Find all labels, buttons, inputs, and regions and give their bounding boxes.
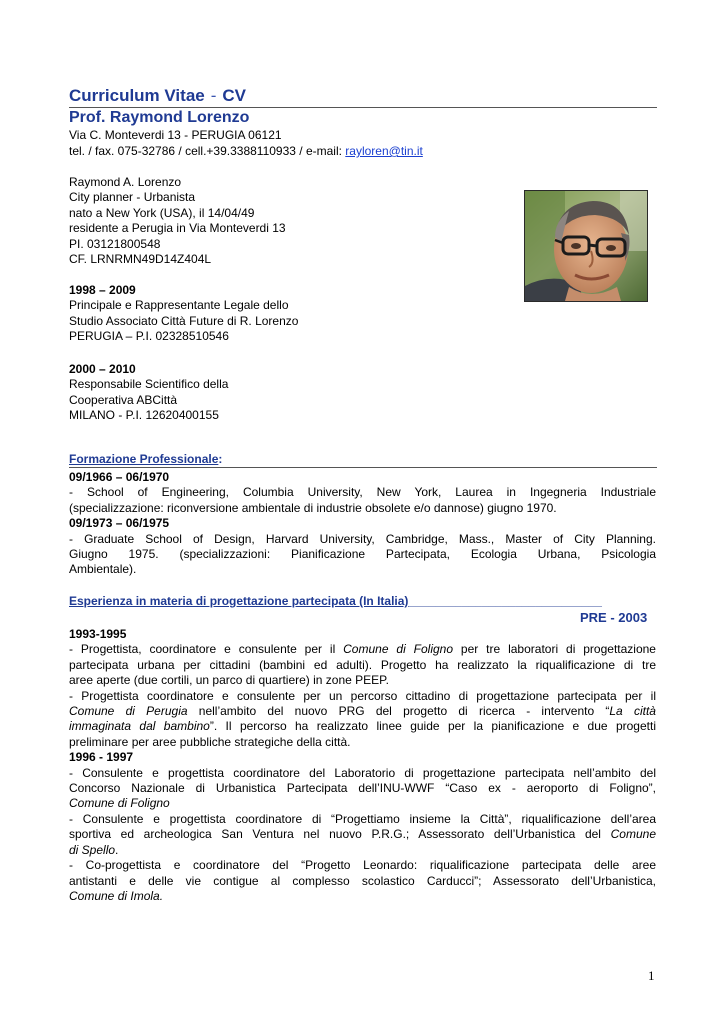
personal-line: PI. 03121800548 xyxy=(69,236,161,251)
position-period: 1998 – 2009 xyxy=(69,283,136,297)
formazione-heading xyxy=(69,452,222,466)
esperienza-line xyxy=(69,827,656,842)
text-run-italic: Comune di Foligno xyxy=(343,642,454,657)
person-name: Prof. Raymond Lorenzo xyxy=(69,109,250,126)
esperienza-period: 1996 - 1997 xyxy=(69,750,134,765)
esperienza-period: 1993-1995 xyxy=(69,627,127,641)
esperienza-line: aree aperte (due cortili, un parco di quartiere) in zone PEEP. xyxy=(69,673,389,688)
esperienza-body xyxy=(69,627,656,904)
esperienza-heading xyxy=(69,594,602,608)
esperienza-line xyxy=(69,796,656,811)
text-run-italic: Comune di Foligno xyxy=(69,796,170,811)
formazione-period: 09/1966 – 06/1970 xyxy=(69,470,170,484)
esperienza-line: - Progettista coordinatore e consulente per un percorso cittadino di progettazione partecipata per il xyxy=(69,688,656,703)
esperienza-heading-fill: _____________________________ xyxy=(408,594,602,608)
formazione-rule xyxy=(69,467,657,468)
formazione-line: Ambientale). xyxy=(69,562,137,577)
text-run-italic: La città xyxy=(609,704,656,719)
text-run-italic: Comune xyxy=(610,827,656,842)
esperienza-line xyxy=(69,719,656,734)
page-number: 1 xyxy=(648,968,655,983)
text-run-italic: Comune di Perugia xyxy=(69,704,188,719)
formazione-heading-colon: : xyxy=(218,452,223,466)
text-run: - Progettista, coordinatore e consulente per il xyxy=(69,642,344,657)
position-line: Cooperativa ABCittà xyxy=(69,392,178,407)
esperienza-line: Concorso Nazionale di Urbanistica Partecipata dell’INU-WWF “Caso ex - aeroporto di Foligno”, xyxy=(69,781,656,796)
formazione-line: - School of Engineering, Columbia University, New York, Laurea in Ingegneria Industriale xyxy=(69,485,656,500)
formazione-line: - Graduate School of Design, Harvard University, Cambridge, Mass., Master of City Planning. xyxy=(69,531,656,546)
text-run: nell’ambito del nuovo PRG del progetto di ricerca - intervento “ xyxy=(187,704,610,719)
email-link[interactable]: rayloren@tin.it xyxy=(345,144,423,158)
text-run-italic: immaginata dal bambino xyxy=(69,719,210,734)
formazione-heading-text: Formazione Professionale xyxy=(69,452,219,466)
text-run-italic: di Spello xyxy=(69,842,116,857)
personal-line: City planner - Urbanista xyxy=(69,190,196,205)
title-rule xyxy=(69,107,657,108)
title-main: Curriculum Vitae xyxy=(69,86,205,105)
formazione-line: (specializzazione: riconversione ambientale di industrie obsolete e/o dannose) giugno 1970. xyxy=(69,500,557,515)
portrait-illustration xyxy=(525,191,647,301)
text-run: ”. Il percorso ha realizzato linee guide per la pianificazione e due progetti xyxy=(209,719,656,734)
esperienza-line: - Co-progettista e coordinatore del “Progetto Leonardo: riqualificazione partecipata delle aree xyxy=(69,858,656,873)
address: Via C. Monteverdi 13 - PERUGIA 06121 xyxy=(69,128,282,142)
contacts xyxy=(69,144,423,159)
personal-info xyxy=(69,175,286,267)
esperienza-line xyxy=(69,642,656,657)
pre-2003-label: PRE - 2003 xyxy=(580,610,648,625)
personal-line: Raymond A. Lorenzo xyxy=(69,175,182,189)
esperienza-line: antistanti e delle vie contigue al complesso scolastico Carducci”; Assessorato dell’Urbanistica, xyxy=(69,873,656,888)
title-dash: - xyxy=(210,86,217,105)
position-line: PERUGIA – P.I. 02328510546 xyxy=(69,329,229,344)
title-cv: CV xyxy=(222,86,247,105)
position-2 xyxy=(69,362,228,424)
position-line: Principale e Rappresentante Legale dello xyxy=(69,298,289,313)
position-1 xyxy=(69,283,298,345)
esperienza-line: - Consulente e progettista coordinatore del Laboratorio di progettazione partecipata nell’ambito del xyxy=(69,765,656,780)
esperienza-line xyxy=(69,889,656,904)
formazione-entries xyxy=(69,470,656,578)
esperienza-line: - Consulente e progettista coordinatore di “Progettiamo insieme la Città”, riqualificazione dell’area xyxy=(69,811,656,826)
personal-line: CF. LRNRMN49D14Z404L xyxy=(69,252,212,267)
esperienza-line xyxy=(69,704,656,719)
esperienza-line xyxy=(69,843,656,858)
portrait-photo xyxy=(524,190,648,302)
position-line: Studio Associato Città Future di R. Lorenzo xyxy=(69,313,299,328)
personal-line: residente a Perugia in Via Monteverdi 13 xyxy=(69,221,286,236)
text-run: . xyxy=(115,842,119,857)
formazione-period: 09/1973 – 06/1975 xyxy=(69,516,170,531)
esperienza-heading-text: Esperienza in materia di progettazione partecipata (In Italia) xyxy=(69,594,409,608)
personal-line: nato a New York (USA), il 14/04/49 xyxy=(69,205,255,220)
esperienza-line: preliminare per aree pubbliche strategiche della città. xyxy=(69,734,351,749)
esperienza-line: partecipata urbana per cittadini (bambini ed adulti). Progetto ha realizzato la riqualificazione di tre xyxy=(69,657,656,672)
position-period: 2000 – 2010 xyxy=(69,362,136,376)
position-line: Responsabile Scientifico della xyxy=(69,377,229,392)
text-run: per tre laboratori di progettazione xyxy=(453,642,656,657)
text-run-italic: Comune di Imola. xyxy=(69,888,164,903)
document-title xyxy=(69,86,246,106)
position-line: MILANO - P.I. 12620400155 xyxy=(69,408,219,423)
contacts-text: tel. / fax. 075-32786 / cell.+39.3388110933 / e-mail: xyxy=(69,144,346,158)
text-run: sportiva ed archeologica San Ventura nel nuovo P.R.G.; Assessorato dell’Urbanistica del xyxy=(69,827,611,842)
formazione-line: Giugno 1975. (specializzazioni: Pianificazione Partecipata, Ecologia Urbana, Psicologia xyxy=(69,547,656,562)
